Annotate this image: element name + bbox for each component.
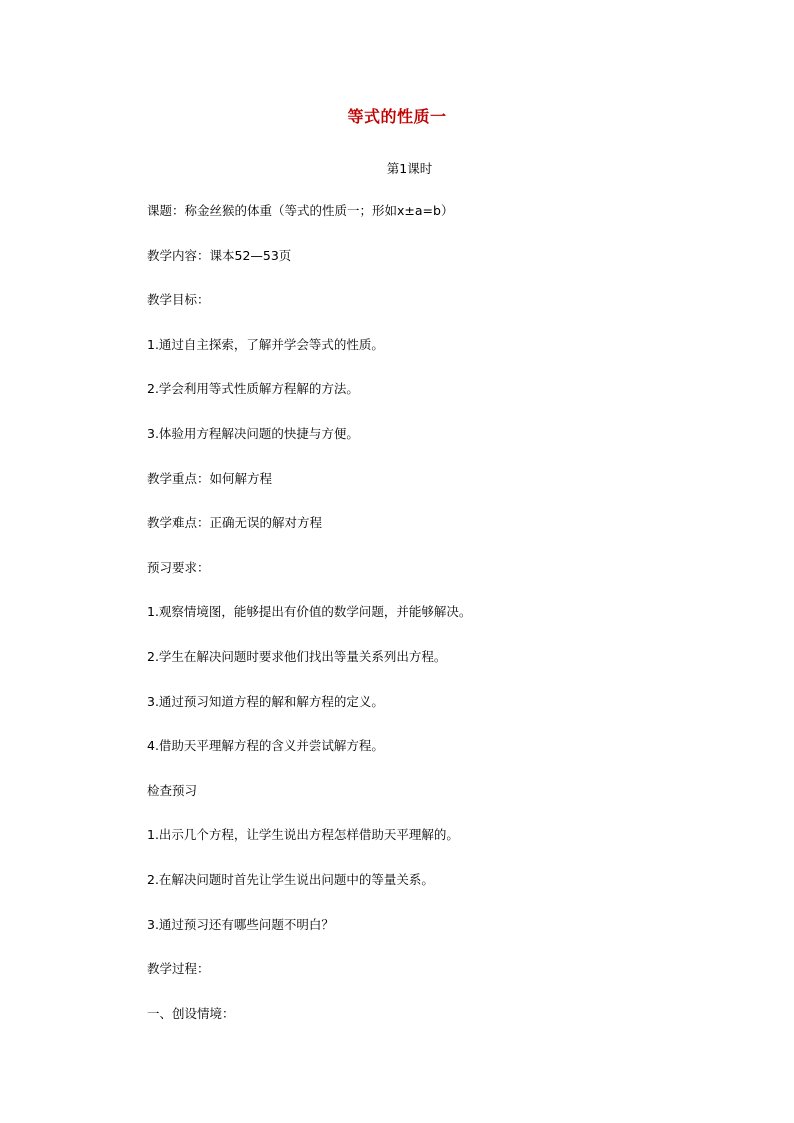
check-item-3: 3.通过预习还有哪些问题不明白？ <box>147 916 334 932</box>
teaching-objectives-heading: 教学目标： <box>147 292 210 308</box>
key-point-line: 教学重点：如何解方程 <box>147 470 273 486</box>
lesson-topic-line: 课题：称金丝猴的体重（等式的性质一；形如x±a=b） <box>147 203 454 218</box>
preview-item-1: 1.观察情境图，能够提出有价值的数学问题，并能够解决。 <box>147 604 472 620</box>
document-body <box>147 202 747 1049</box>
check-item-2: 2.在解决问题时首先让学生说出问题中的等量关系。 <box>147 871 434 887</box>
create-situation-heading: 一、创设情境： <box>147 1005 235 1021</box>
difficult-point-line: 教学难点：正确无误的解对方程 <box>147 515 323 531</box>
teaching-content-line: 教学内容：课本52—53页 <box>147 247 292 263</box>
document-title: 等式的性质一 <box>347 107 447 126</box>
preview-item-2: 2.学生在解决问题时要求他们找出等量关系列出方程。 <box>147 648 447 664</box>
objective-item-2: 2.学会利用等式性质解方程解的方法。 <box>147 381 359 397</box>
preview-item-4: 4.借助天平理解方程的含义并尝试解方程。 <box>147 738 384 754</box>
preview-requirements-heading: 预习要求： <box>147 559 210 575</box>
teaching-process-heading: 教学过程： <box>147 961 210 977</box>
objective-item-1: 1.通过自主探索，了解并学会等式的性质。 <box>147 336 384 352</box>
preview-item-3: 3.通过预习知道方程的解和解方程的定义。 <box>147 693 384 709</box>
check-preview-heading: 检查预习 <box>147 782 198 798</box>
objective-item-3: 3.体验用方程解决问题的快捷与方便。 <box>147 425 359 441</box>
document-subtitle: 第1课时 <box>386 161 433 176</box>
check-item-1: 1.出示几个方程，让学生说出方程怎样借助天平理解的。 <box>147 827 459 843</box>
